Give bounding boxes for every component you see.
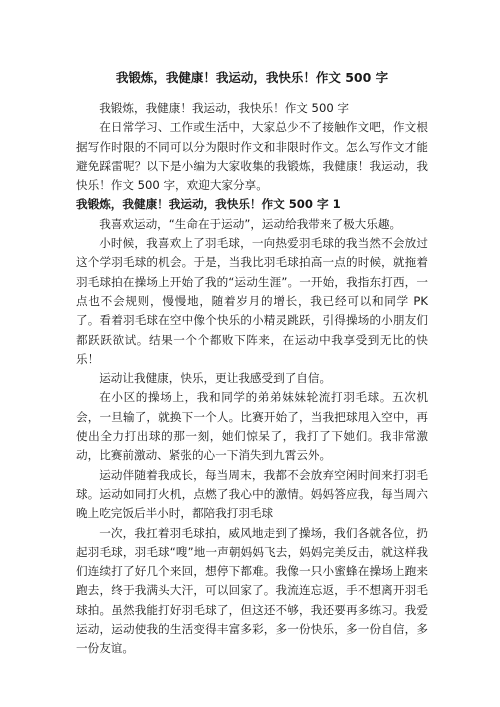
section-heading: 我锻炼，我健康！我运动，我快乐！作文 500 字 1 [76, 197, 341, 212]
document-title: 我锻炼，我健康！我运动，我快乐！作文 500 字 [115, 70, 389, 85]
body-paragraph-1: 我喜欢运动，“生命在于运动”，运动给我带来了极大乐趣。 [99, 216, 402, 231]
body-paragraph-6: 一次，我扛着羽毛球拍，威风地走到了操场，我们各就各位，扔起羽毛球，羽毛球“嗖”地一声朝妈妈飞去，妈妈完美反击，就这样我们连续打了好几个来回，想停下都难。我像一只小蜜蜂在操场上跑来跑去，终于我满头大汗，可以回家了。我流连忘返，手不想离开羽毛球拍。虽然我能打好羽毛球了，但这还不够，我还要再多练习。我爱运动，运动使我的生活变得丰富多彩，多一份快乐，多一份自信，多一份友谊。 [76, 525, 428, 656]
document-body [76, 99, 428, 659]
body-paragraph-2: 小时候，我喜欢上了羽毛球，一向热爱羽毛球的我当然不会放过这个学羽毛球的机会。于是，当我比羽毛球拍高一点的时候，就拖着羽毛球拍在操场上开始了我的“运动生涯”。一开始，我指东打西，一点也不会规则，慢慢地，随着岁月的增长，我已经可以和同学 PK 了。看着羽毛球在空中像个快乐的小精灵跳跃，引得操场的小朋友们都跃跃欲试。结果一个个都败下阵来，在运动中我享受到无比的快乐！ [76, 236, 428, 366]
intro-paragraph: 在日常学习、工作或生活中，大家总少不了接触作文吧，作文根据写作时限的不同可以分为限时作文和非限时作文。怎么写作文才能避免踩雷呢？以下是小编为大家收集的我锻炼，我健康！我运动，我快乐！作文 500 字，欢迎大家分享。 [76, 120, 428, 193]
intro-repeat-title: 我锻炼，我健康！我运动，我快乐！作文 500 字 [99, 101, 349, 115]
body-paragraph-3: 运动让我健康，快乐，更让我感受到了自信。 [99, 371, 332, 386]
body-paragraph-4: 在小区的操场上，我和同学的弟弟妹妹轮流打羽毛球。五次机会，一旦输了，就换下一个人。比赛开始了，当我把球甩入空中，再使出全力打出球的那一刻，她们惊呆了，我打了下她们。我非常激动，比赛前激动、紧张的心一下消失到九霄云外。 [76, 390, 428, 463]
body-paragraph-5: 运动伴随着我成长，每当周末，我都不会放弃空闲时间来打羽毛球。运动如同打火机，点燃了我心中的激情。妈妈答应我，每当周六晚上吃完饭后半小时，都陪我打羽毛球 [76, 467, 428, 521]
